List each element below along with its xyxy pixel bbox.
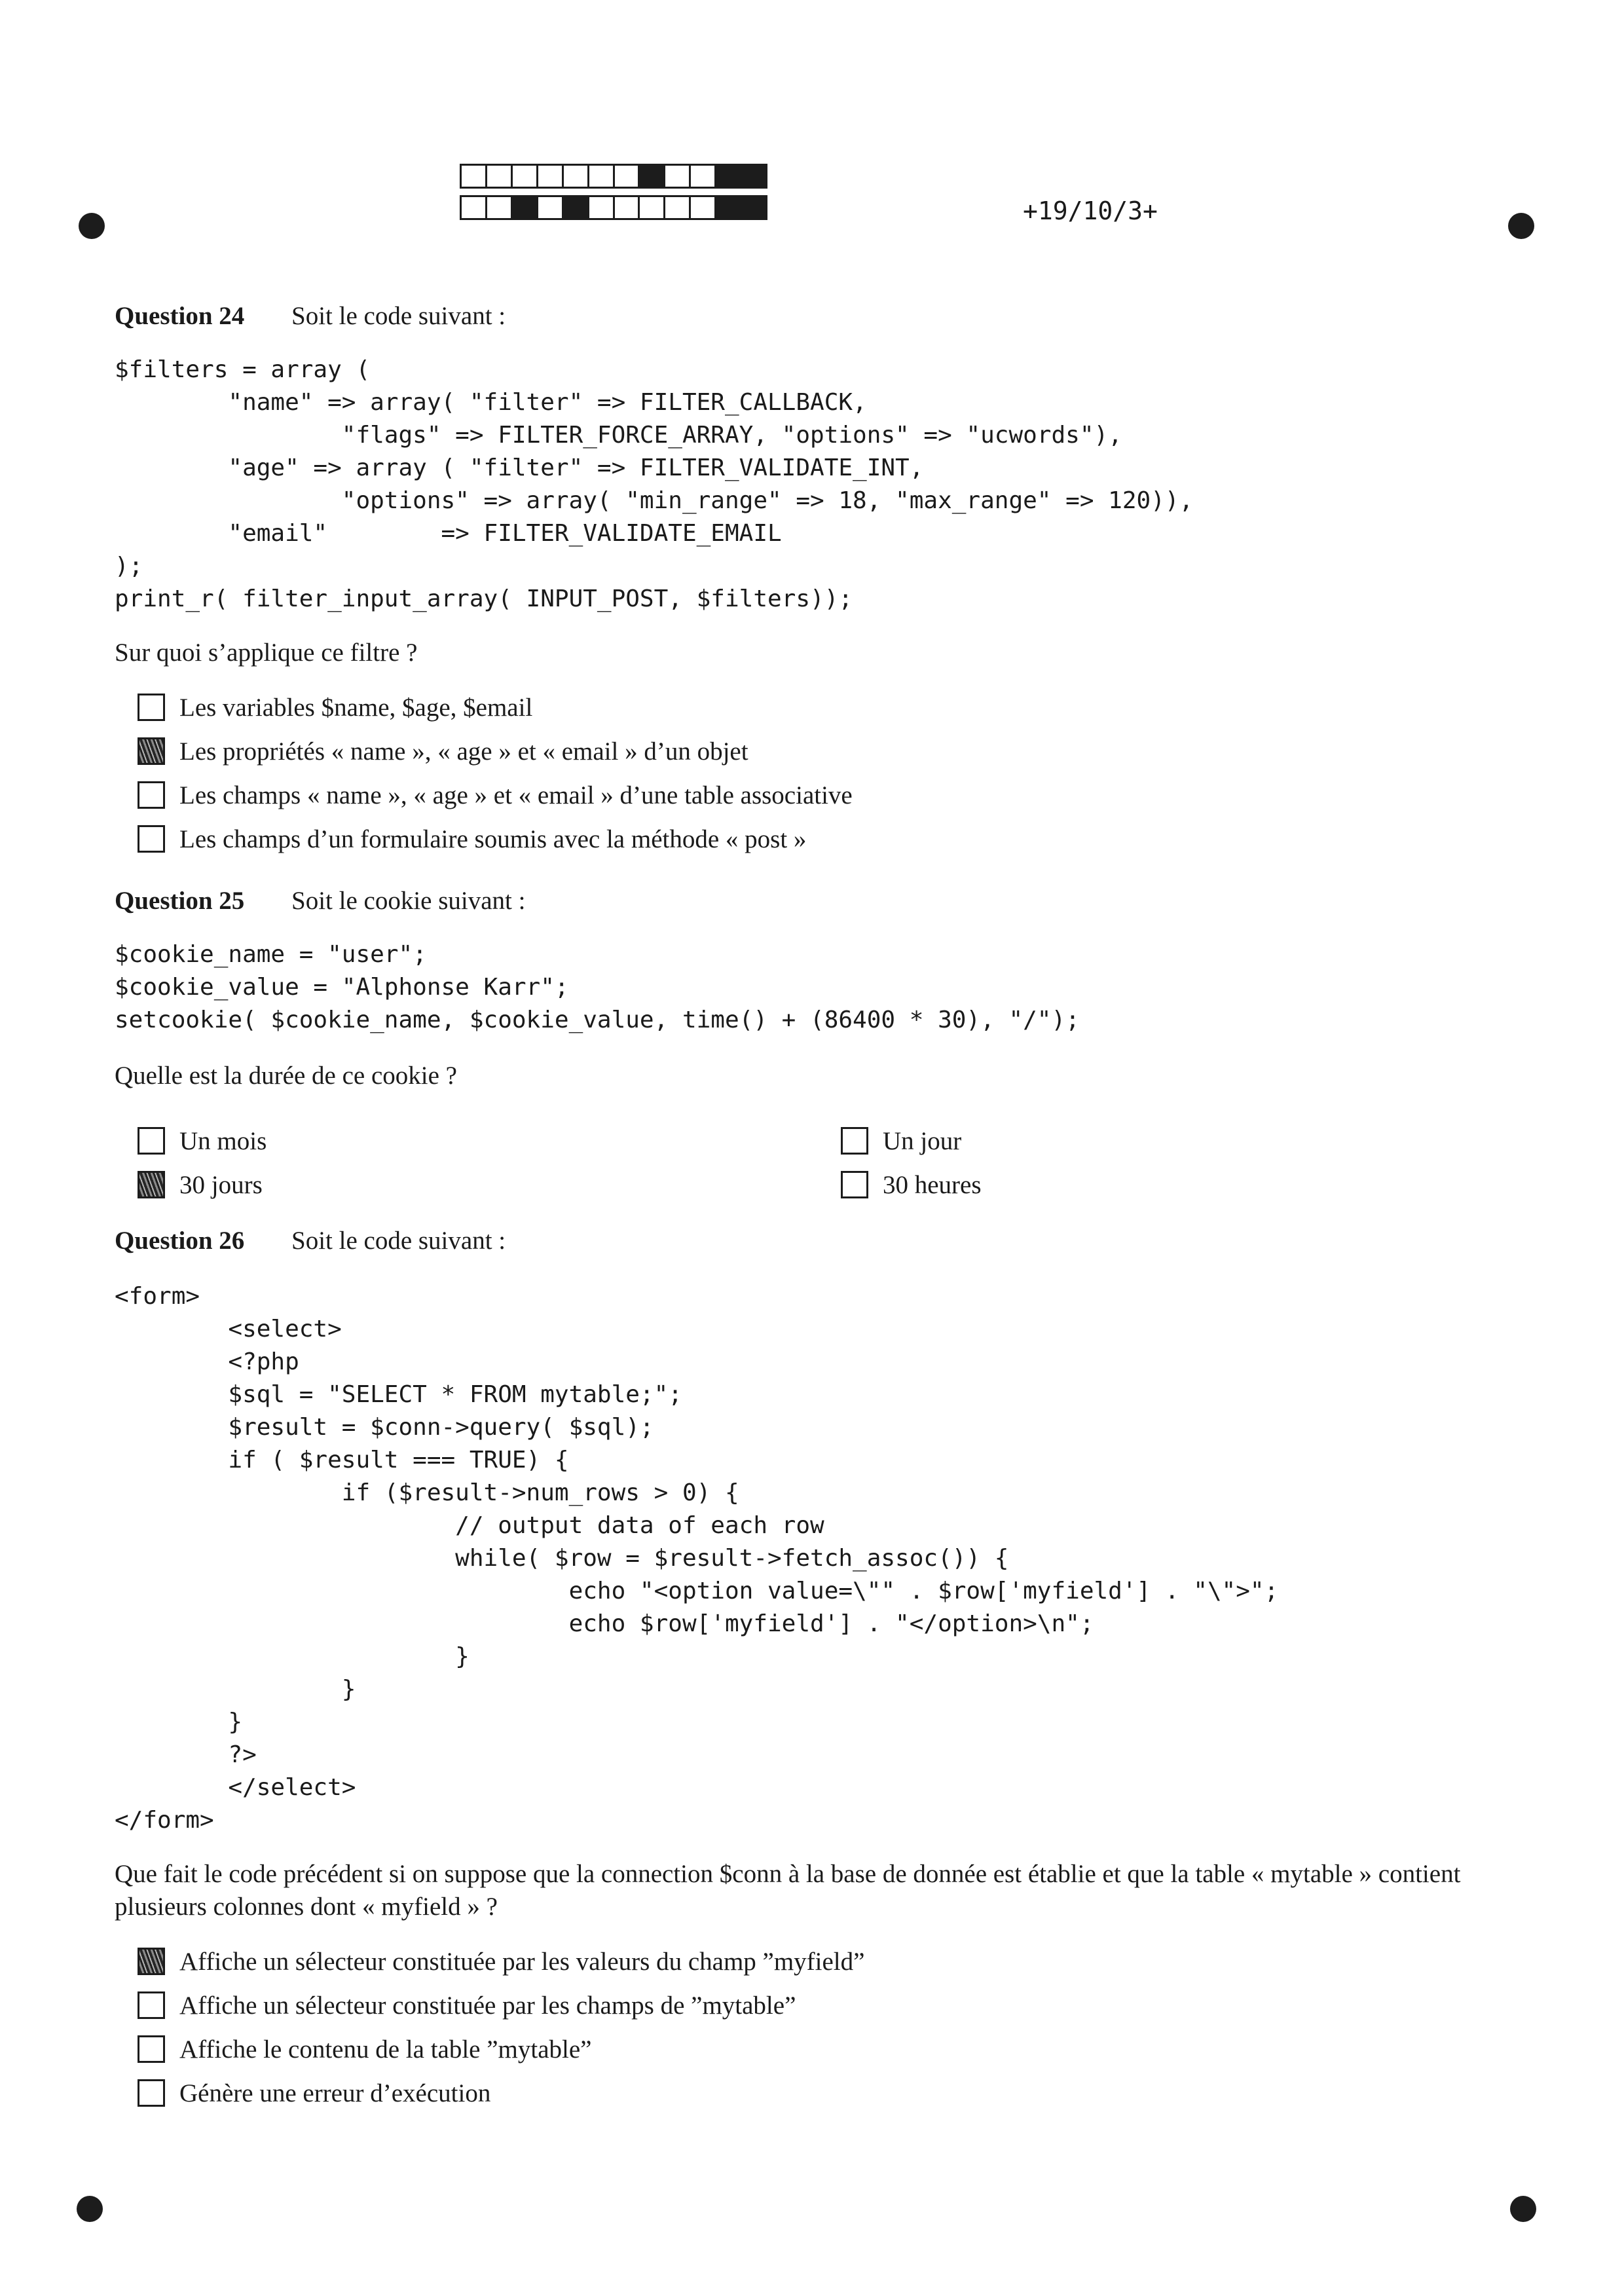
choice-label: Affiche un sélecteur constituée par les valeurs du champ ”myfield” bbox=[179, 1947, 865, 1976]
choice-label: Les propriétés « name », « age » et « email » d’un objet bbox=[179, 737, 748, 766]
answer-checkbox[interactable] bbox=[841, 1171, 868, 1198]
page-identifier: +19/10/3+ bbox=[1023, 196, 1158, 225]
registration-mark-top-right bbox=[1508, 213, 1534, 239]
barcode-cell-empty bbox=[691, 197, 716, 218]
question-25-choice-3[interactable] bbox=[138, 1168, 263, 1201]
barcode-cell-empty bbox=[462, 166, 487, 187]
choice-label: Génère une erreur d’exécution bbox=[179, 2079, 491, 2107]
barcode-cell-filled bbox=[716, 197, 742, 218]
question-25-choice-2[interactable] bbox=[841, 1124, 961, 1157]
barcode-cell-filled bbox=[716, 166, 742, 187]
question-24-choice-2[interactable] bbox=[138, 735, 748, 768]
answer-checkbox[interactable] bbox=[138, 781, 165, 809]
question-25-prompt: Quelle est la durée de ce cookie ? bbox=[115, 1062, 457, 1090]
question-25-code: $cookie_name = "user"; $cookie_value = "Alphonse Karr"; setcookie( $cookie_name, $cookie_value, time() + (86400 * 30), "/"); bbox=[115, 941, 1080, 1033]
choice-label: 30 jours bbox=[179, 1170, 263, 1199]
choice-label: Un mois bbox=[179, 1126, 267, 1155]
answer-checkbox[interactable] bbox=[841, 1127, 868, 1155]
barcode-row-bottom bbox=[460, 195, 767, 220]
barcode-cell-empty bbox=[640, 197, 665, 218]
question-26-choice-1[interactable] bbox=[138, 1945, 864, 1978]
registration-mark-bottom-left bbox=[77, 2196, 103, 2222]
barcode-cell-empty bbox=[513, 166, 538, 187]
choice-label: 30 heures bbox=[883, 1170, 982, 1199]
barcode-cell-empty bbox=[487, 197, 513, 218]
choice-label: Les champs « name », « age » et « email » d’une table associative bbox=[179, 781, 853, 809]
question-26-prompt: Que fait le code précédent si on suppose que la connection $conn à la base de donnée est établie et que la table « mytable » contient plusieurs colonnes dont « myfield » ? bbox=[115, 1860, 1461, 1921]
barcode-cell-filled bbox=[513, 197, 538, 218]
barcode-cell-filled bbox=[640, 166, 665, 187]
barcode-cell-filled bbox=[564, 197, 589, 218]
barcode-cell-empty bbox=[665, 166, 691, 187]
question-label: Question 24 bbox=[115, 302, 245, 330]
answer-checkbox[interactable] bbox=[138, 825, 165, 853]
question-26-choice-2[interactable] bbox=[138, 1989, 796, 2022]
question-25-heading bbox=[115, 886, 526, 916]
barcode-cell-filled bbox=[742, 197, 766, 218]
question-26-code: <form> <select> <?php $sql = "SELECT * FROM mytable;"; $result = $conn->query( $sql); if ( $result === TRUE) { if ($result->num_rows > 0) { // output data of each row while( $row = $result->fetch_assoc()) { echo "<option value=\"" . $row['myfield'] . "\">"; echo $row['myfield'] . "</option>\n"; } } } ?> </select> </form> bbox=[115, 1283, 1279, 1834]
question-intro: Soit le code suivant : bbox=[291, 302, 506, 330]
answer-checkbox[interactable] bbox=[138, 2035, 165, 2063]
answer-checkbox[interactable] bbox=[138, 2079, 165, 2107]
barcode-cell-empty bbox=[665, 197, 691, 218]
barcode-cell-empty bbox=[462, 197, 487, 218]
question-24-code: $filters = array ( "name" => array( "filter" => FILTER_CALLBACK, "flags" => FILTER_FORCE_ARRAY, "options" => "ucwords"), "age" => array ( "filter" => FILTER_VALIDATE_INT, "options" => array( "min_range" => 18, "max_range" => 120)), "email" => FILTER_VALIDATE_EMAIL ); print_r( filter_input_array( INPUT_POST, $filters)); bbox=[115, 356, 1194, 612]
question-24-choice-4[interactable] bbox=[138, 823, 806, 855]
answer-checkbox[interactable] bbox=[138, 1127, 165, 1155]
question-intro: Soit le cookie suivant : bbox=[291, 887, 526, 915]
answer-checkbox-checked[interactable] bbox=[138, 1171, 165, 1198]
registration-mark-top-left bbox=[79, 213, 105, 239]
choice-label: Affiche le contenu de la table ”mytable” bbox=[179, 2035, 592, 2064]
answer-checkbox-checked[interactable] bbox=[138, 1948, 165, 1975]
barcode-cell-empty bbox=[615, 166, 640, 187]
barcode-cell-empty bbox=[538, 197, 564, 218]
answer-checkbox[interactable] bbox=[138, 1991, 165, 2019]
question-26-choice-4[interactable] bbox=[138, 2077, 490, 2109]
barcode-cell-filled bbox=[742, 166, 766, 187]
question-label: Question 26 bbox=[115, 1227, 245, 1255]
barcode-row-top bbox=[460, 164, 767, 189]
registration-mark-bottom-right bbox=[1510, 2196, 1536, 2222]
barcode-cell-empty bbox=[691, 166, 716, 187]
question-24-prompt: Sur quoi s’applique ce filtre ? bbox=[115, 639, 418, 667]
question-24-choice-1[interactable] bbox=[138, 691, 532, 724]
question-25-choice-1[interactable] bbox=[138, 1124, 267, 1157]
barcode-cell-empty bbox=[589, 166, 615, 187]
question-26-choice-3[interactable] bbox=[138, 2033, 591, 2065]
question-25-choice-4[interactable] bbox=[841, 1168, 982, 1201]
choice-label: Les champs d’un formulaire soumis avec la méthode « post » bbox=[179, 824, 807, 853]
choice-label: Les variables $name, $age, $email bbox=[179, 693, 533, 722]
choice-label: Affiche un sélecteur constituée par les champs de ”mytable” bbox=[179, 1991, 796, 2020]
answer-checkbox-checked[interactable] bbox=[138, 737, 165, 765]
barcode-cell-empty bbox=[538, 166, 564, 187]
answer-checkbox[interactable] bbox=[138, 694, 165, 721]
question-26-heading bbox=[115, 1226, 506, 1255]
barcode-cell-empty bbox=[564, 166, 589, 187]
question-24-choice-3[interactable] bbox=[138, 779, 853, 811]
barcode-cell-empty bbox=[487, 166, 513, 187]
barcode-cell-empty bbox=[589, 197, 615, 218]
choice-label: Un jour bbox=[883, 1126, 962, 1155]
question-intro: Soit le code suivant : bbox=[291, 1227, 506, 1255]
question-label: Question 25 bbox=[115, 887, 245, 915]
barcode-cell-empty bbox=[615, 197, 640, 218]
question-24-heading bbox=[115, 301, 506, 331]
